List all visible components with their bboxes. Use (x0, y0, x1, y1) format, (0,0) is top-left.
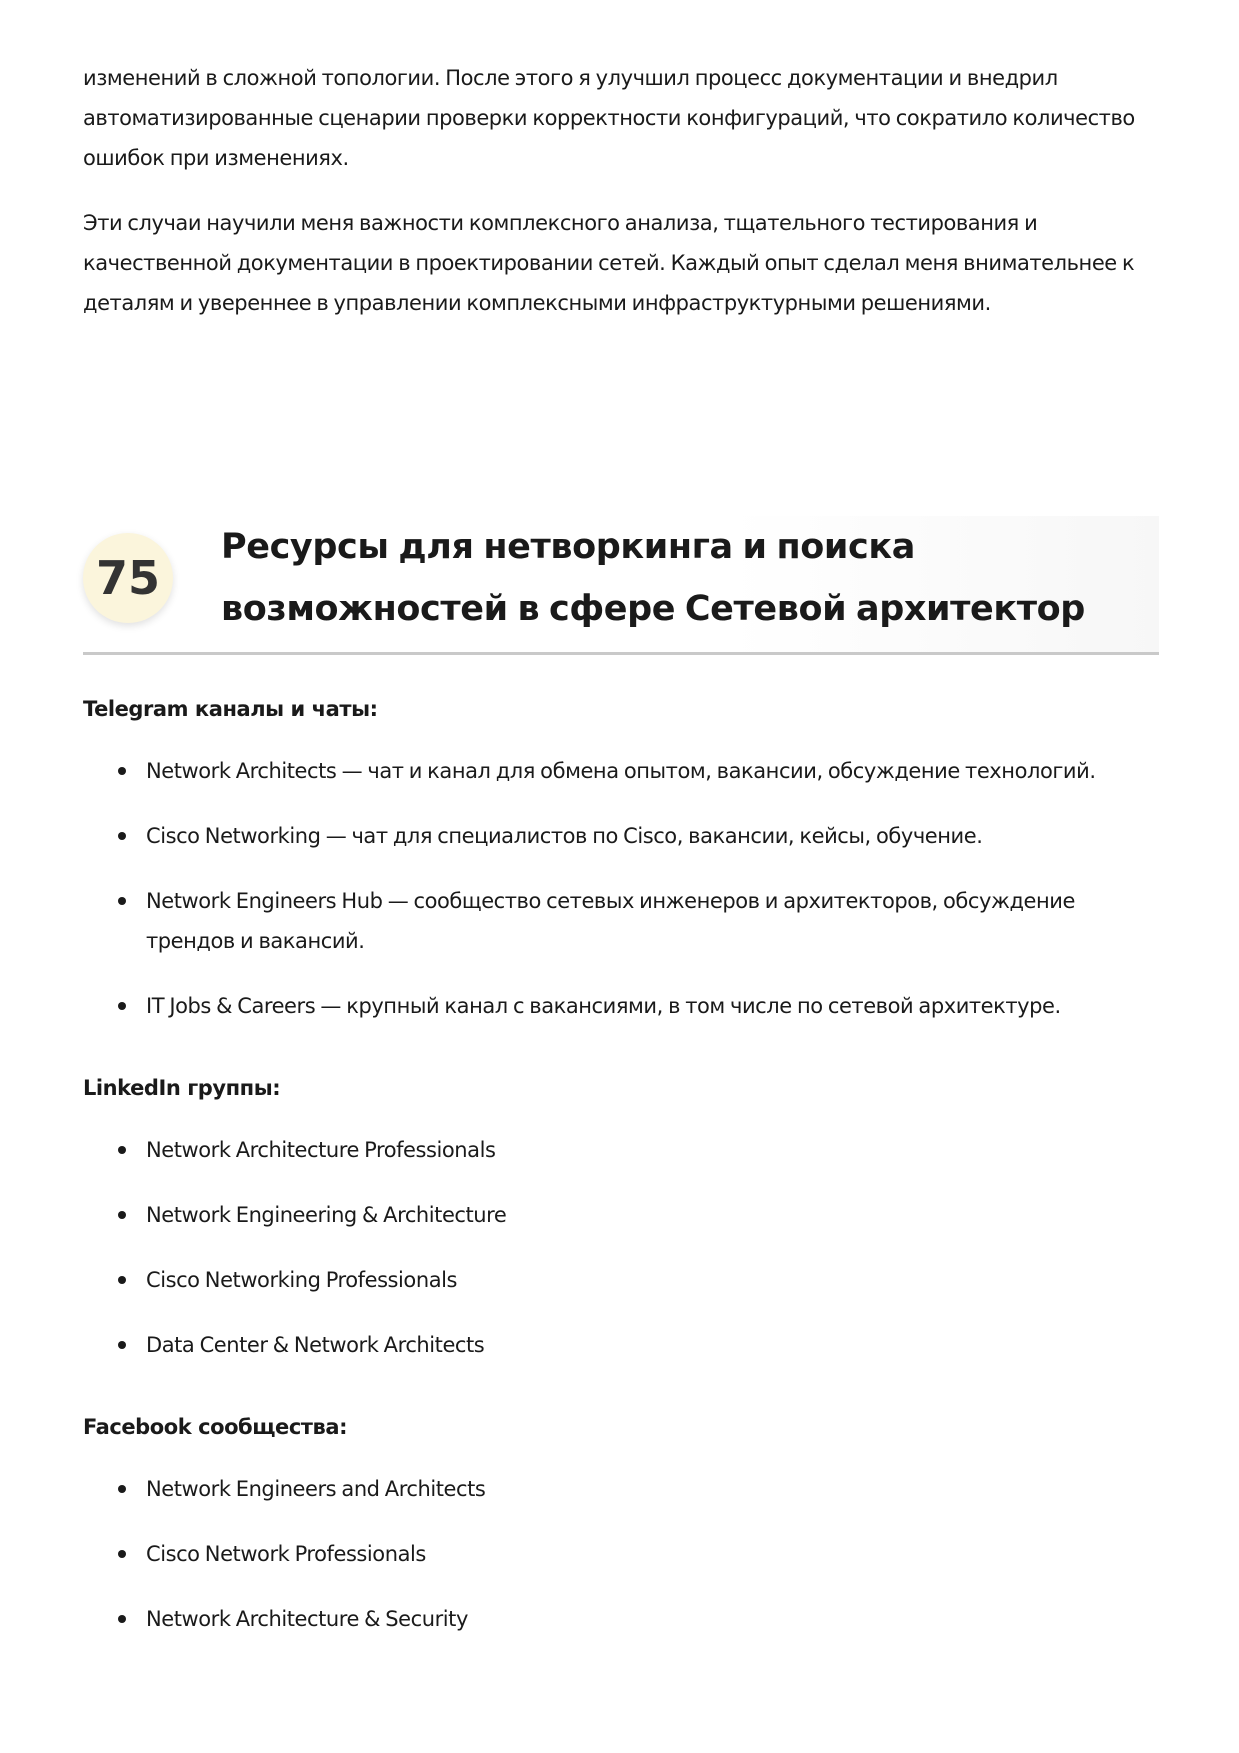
list-item-text: IT Jobs & Careers — крупный канал с вакансиями, в том числе по сетевой архитектуре. (146, 994, 1061, 1018)
list-item-text: Network Engineers and Architects (146, 1477, 486, 1501)
chapter-number-badge: 75 (83, 533, 173, 623)
list-item (83, 1599, 1159, 1639)
list-item-text: Cisco Networking Professionals (146, 1268, 457, 1292)
list-item-text: Cisco Network Professionals (146, 1542, 426, 1566)
bullet-icon (118, 1615, 126, 1623)
list-item (83, 1195, 1159, 1235)
list-item-text: Network Architecture & Security (146, 1607, 468, 1631)
list-item (83, 816, 1159, 856)
bullet-icon (118, 1485, 126, 1493)
bullet-icon (118, 1211, 126, 1219)
bullet-icon (118, 767, 126, 775)
bullet-icon (118, 832, 126, 840)
chapter-header (83, 516, 1159, 655)
bullet-icon (118, 1146, 126, 1154)
bullet-icon (118, 1341, 126, 1349)
section-label-facebook: Facebook сообщества: (83, 1415, 348, 1439)
chapter-title: Ресурсы для нетворкинга и поиска возможностей в сфере Сетевой архитектор (221, 527, 1085, 629)
bullet-icon (118, 1002, 126, 1010)
list-item-text: Network Architects — чат и канал для обмена опытом, вакансии, обсуждение технологий. (146, 759, 1096, 783)
facebook-list (83, 1469, 1159, 1639)
list-item-text: Network Engineers Hub — сообщество сетевых инженеров и архитекторов, обсуждение трендов и вакансий. (146, 889, 1075, 953)
intro-paragraph-2: Эти случаи научили меня важности комплексного анализа, тщательного тестирования и качественной документации в проектировании сетей. Каждый опыт сделал меня внимательнее к деталям и увереннее в управлении комплексными инфраструктурными решениями. (83, 211, 1135, 315)
list-item-text: Network Engineering & Architecture (146, 1203, 507, 1227)
bullet-icon (118, 897, 126, 905)
list-item (83, 1130, 1159, 1170)
list-item (83, 881, 1159, 961)
section-spacer (83, 348, 1159, 516)
document-page (83, 58, 1159, 1664)
list-item-text: Network Architecture Professionals (146, 1138, 496, 1162)
intro-paragraph-1: изменений в сложной топологии. После этого я улучшил процесс документации и внедрил автоматизированные сценарии проверки корректности конфигураций, что сократило количество ошибок при изменениях. (83, 66, 1135, 170)
list-item-text: Data Center & Network Architects (146, 1333, 485, 1357)
list-item (83, 1469, 1159, 1509)
telegram-list (83, 751, 1159, 1026)
list-item-text: Cisco Networking — чат для специалистов по Cisco, вакансии, кейсы, обучение. (146, 824, 983, 848)
bullet-icon (118, 1550, 126, 1558)
list-item (83, 1260, 1159, 1300)
list-item (83, 751, 1159, 791)
section-label-linkedin: LinkedIn группы: (83, 1076, 281, 1100)
list-item (83, 986, 1159, 1026)
linkedin-list (83, 1130, 1159, 1365)
section-label-telegram: Telegram каналы и чаты: (83, 697, 378, 721)
list-item (83, 1325, 1159, 1365)
bullet-icon (118, 1276, 126, 1284)
list-item (83, 1534, 1159, 1574)
